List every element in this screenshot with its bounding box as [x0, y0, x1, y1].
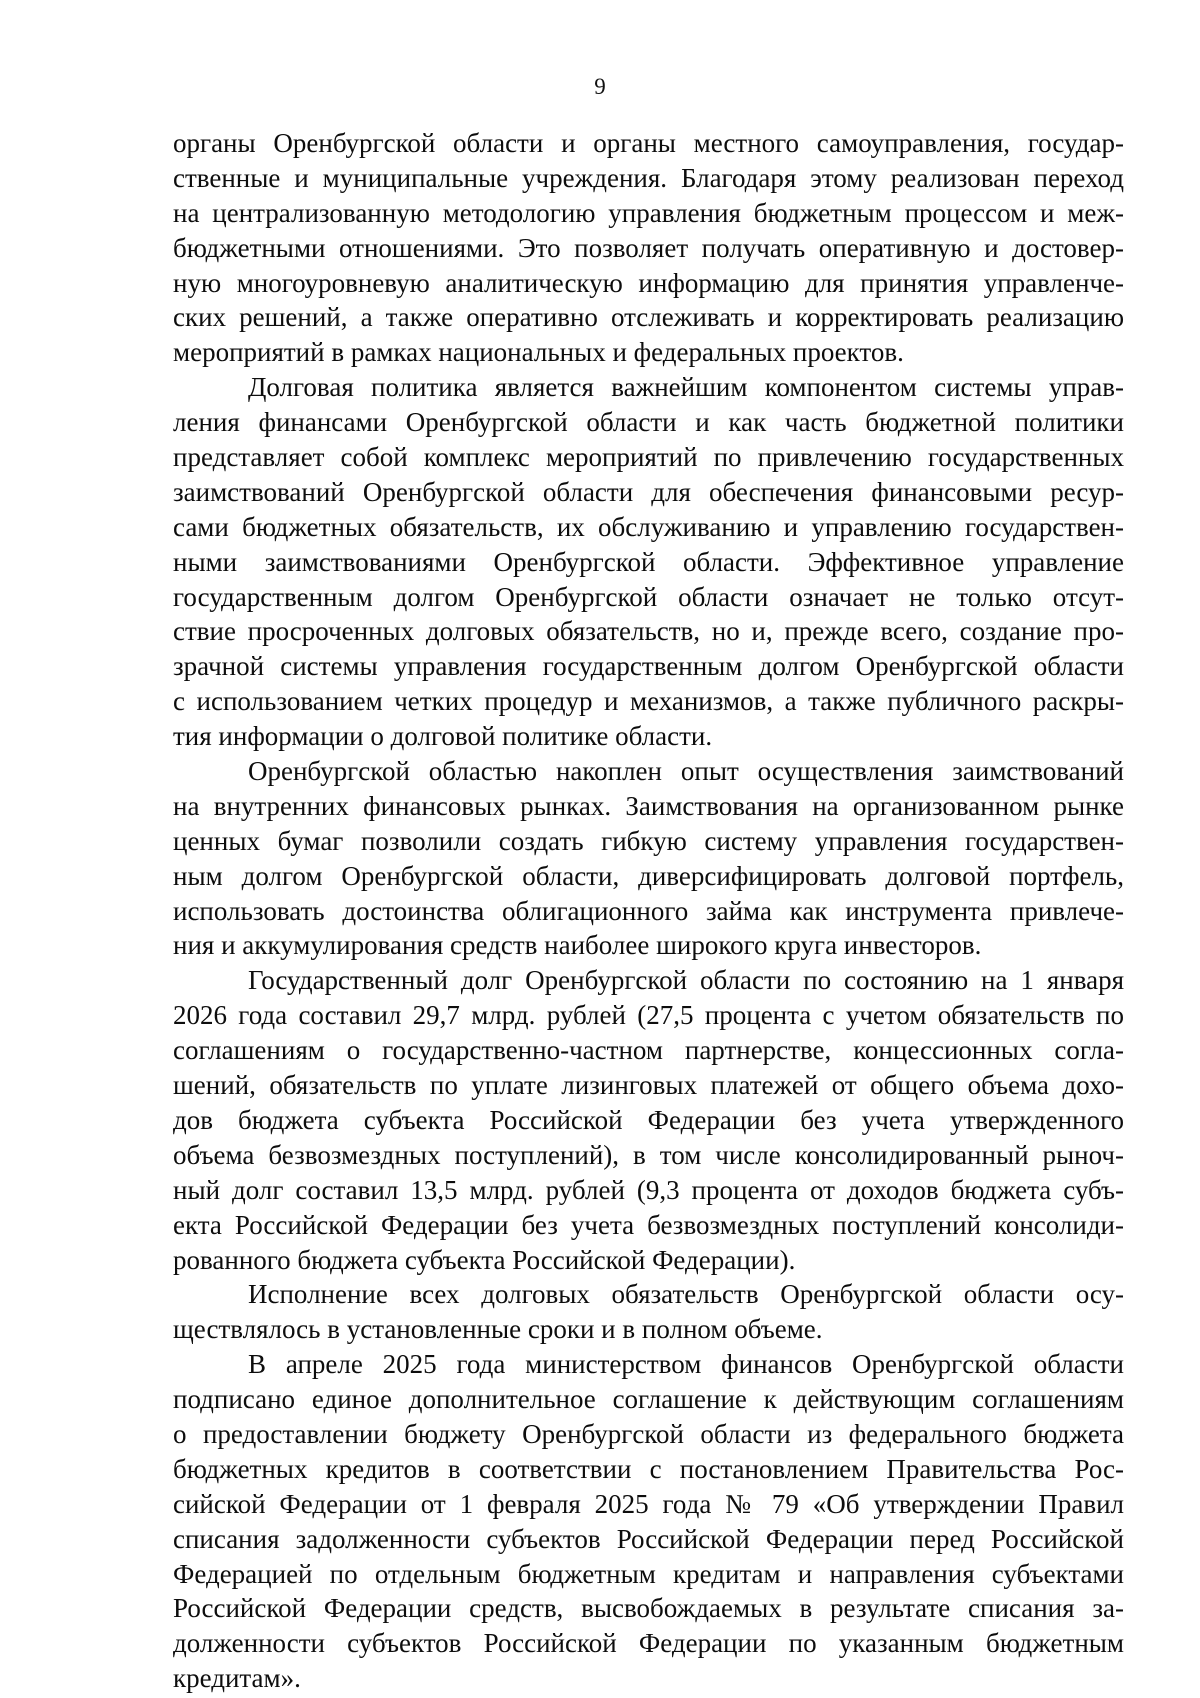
text-line: заимствований Оренбургской области для обеспечения финансовыми ресур-: [173, 476, 1124, 507]
text-line: государственным долгом Оренбургской области означает не только отсут-: [173, 581, 1124, 612]
text-line: ских решений, а также оперативно отслеживать и корректировать реализацию: [173, 302, 1124, 333]
text-line: ным долгом Оренбургской области, диверсифицировать долговой портфель,: [173, 860, 1124, 891]
text-line: екта Российской Федерации без учета безвозмездных поступлений консолиди-: [173, 1209, 1124, 1240]
text-line: списания задолженности субъектов Российской Федерации перед Российской: [173, 1523, 1124, 1554]
text-line: представляет собой комплекс мероприятий по привлечению государственных: [173, 442, 1124, 473]
text-line: Исполнение всех долговых обязательств Оренбургской области осу-: [248, 1279, 1124, 1310]
text-line: соглашениям о государственно-частном партнерстве, концессионных согла-: [173, 1035, 1124, 1066]
paragraph: [173, 1277, 1124, 1347]
text-line: о предоставлении бюджету Оренбургской области из федерального бюджета: [173, 1418, 1124, 1449]
text-line: ную многоуровневую аналитическую информацию для принятия управленче-: [173, 267, 1124, 298]
text-line: бюджетными отношениями. Это позволяет получать оперативную и достовер-: [173, 232, 1124, 263]
text-line: на внутренних финансовых рынках. Заимствования на организованном рынке: [173, 790, 1124, 821]
text-line: сами бюджетных обязательств, их обслуживанию и управлению государствен-: [173, 511, 1124, 542]
text-line: ния и аккумулирования средств наиболее широкого круга инвесторов.: [173, 930, 982, 961]
text-line: Российской Федерации средств, высвобождаемых в результате списания за-: [173, 1593, 1124, 1624]
text-line: ществлялось в установленные сроки и в полном объеме.: [173, 1314, 823, 1345]
text-line: кредитам».: [173, 1663, 301, 1694]
text-line: объема безвозмездных поступлений), в том числе консолидированный рыноч-: [173, 1139, 1124, 1170]
paragraph: [173, 126, 1124, 370]
text-line: зрачной системы управления государственным долгом Оренбургской области: [173, 651, 1124, 682]
text-line: бюджетных кредитов в соответствии с постановлением Правительства Рос-: [173, 1453, 1124, 1484]
text-line: Государственный долг Оренбургской области по состоянию на 1 января: [248, 965, 1124, 996]
text-line: В апреле 2025 года министерством финансов Оренбургской области: [248, 1349, 1124, 1380]
text-line: рованного бюджета субъекта Российской Федерации).: [173, 1244, 796, 1275]
text-line: шений, обязательств по уплате лизинговых платежей от общего объема дохо-: [173, 1070, 1124, 1101]
text-line: дов бюджета субъекта Российской Федерации без учета утвержденного: [173, 1104, 1124, 1135]
text-line: ствие просроченных долговых обязательств, но и, прежде всего, создание про-: [173, 616, 1124, 647]
text-line: сийской Федерации от 1 февраля 2025 года № 79 «Об утверждении Правил: [173, 1488, 1124, 1519]
text-line: ный долг составил 13,5 млрд. рублей (9,3 процента от доходов бюджета субъ-: [173, 1174, 1124, 1205]
text-line: Долговая политика является важнейшим компонентом системы управ-: [248, 372, 1124, 403]
text-line: ценных бумаг позволили создать гибкую систему управления государствен-: [173, 825, 1124, 856]
paragraph: [173, 1347, 1124, 1696]
text-line: 2026 года составил 29,7 млрд. рублей (27,5 процента с учетом обязательств по: [173, 1000, 1124, 1031]
paragraph: [173, 370, 1124, 754]
text-line: долженности субъектов Российской Федерации по указанным бюджетным: [173, 1628, 1124, 1659]
text-line: на централизованную методологию управления бюджетным процессом и меж-: [173, 197, 1124, 228]
text-line: ственные и муниципальные учреждения. Благодаря этому реализован переход: [173, 162, 1124, 193]
text-line: мероприятий в рамках национальных и федеральных проектов.: [173, 337, 904, 368]
text-line: Федерацией по отдельным бюджетным кредитам и направления субъектами: [173, 1558, 1124, 1589]
paragraph: [173, 754, 1124, 963]
text-line: ления финансами Оренбургской области и как часть бюджетной политики: [173, 407, 1124, 438]
text-line: использовать достоинства облигационного займа как инструмента привлече-: [173, 895, 1124, 926]
text-line: ными заимствованиями Оренбургской области. Эффективное управление: [173, 546, 1124, 577]
text-line: органы Оренбургской области и органы местного самоуправления, государ-: [173, 128, 1124, 158]
text-line: тия информации о долговой политике области.: [173, 721, 713, 752]
text-line: Оренбургской областью накоплен опыт осуществления заимствований: [248, 756, 1124, 787]
document-body: [173, 126, 1124, 1696]
text-line: подписано единое дополнительное соглашение к действующим соглашениям: [173, 1384, 1124, 1415]
page-number: 9: [594, 74, 606, 99]
text-line: с использованием четких процедур и механизмов, а также публичного раскры-: [173, 686, 1124, 717]
paragraph: [173, 963, 1124, 1277]
